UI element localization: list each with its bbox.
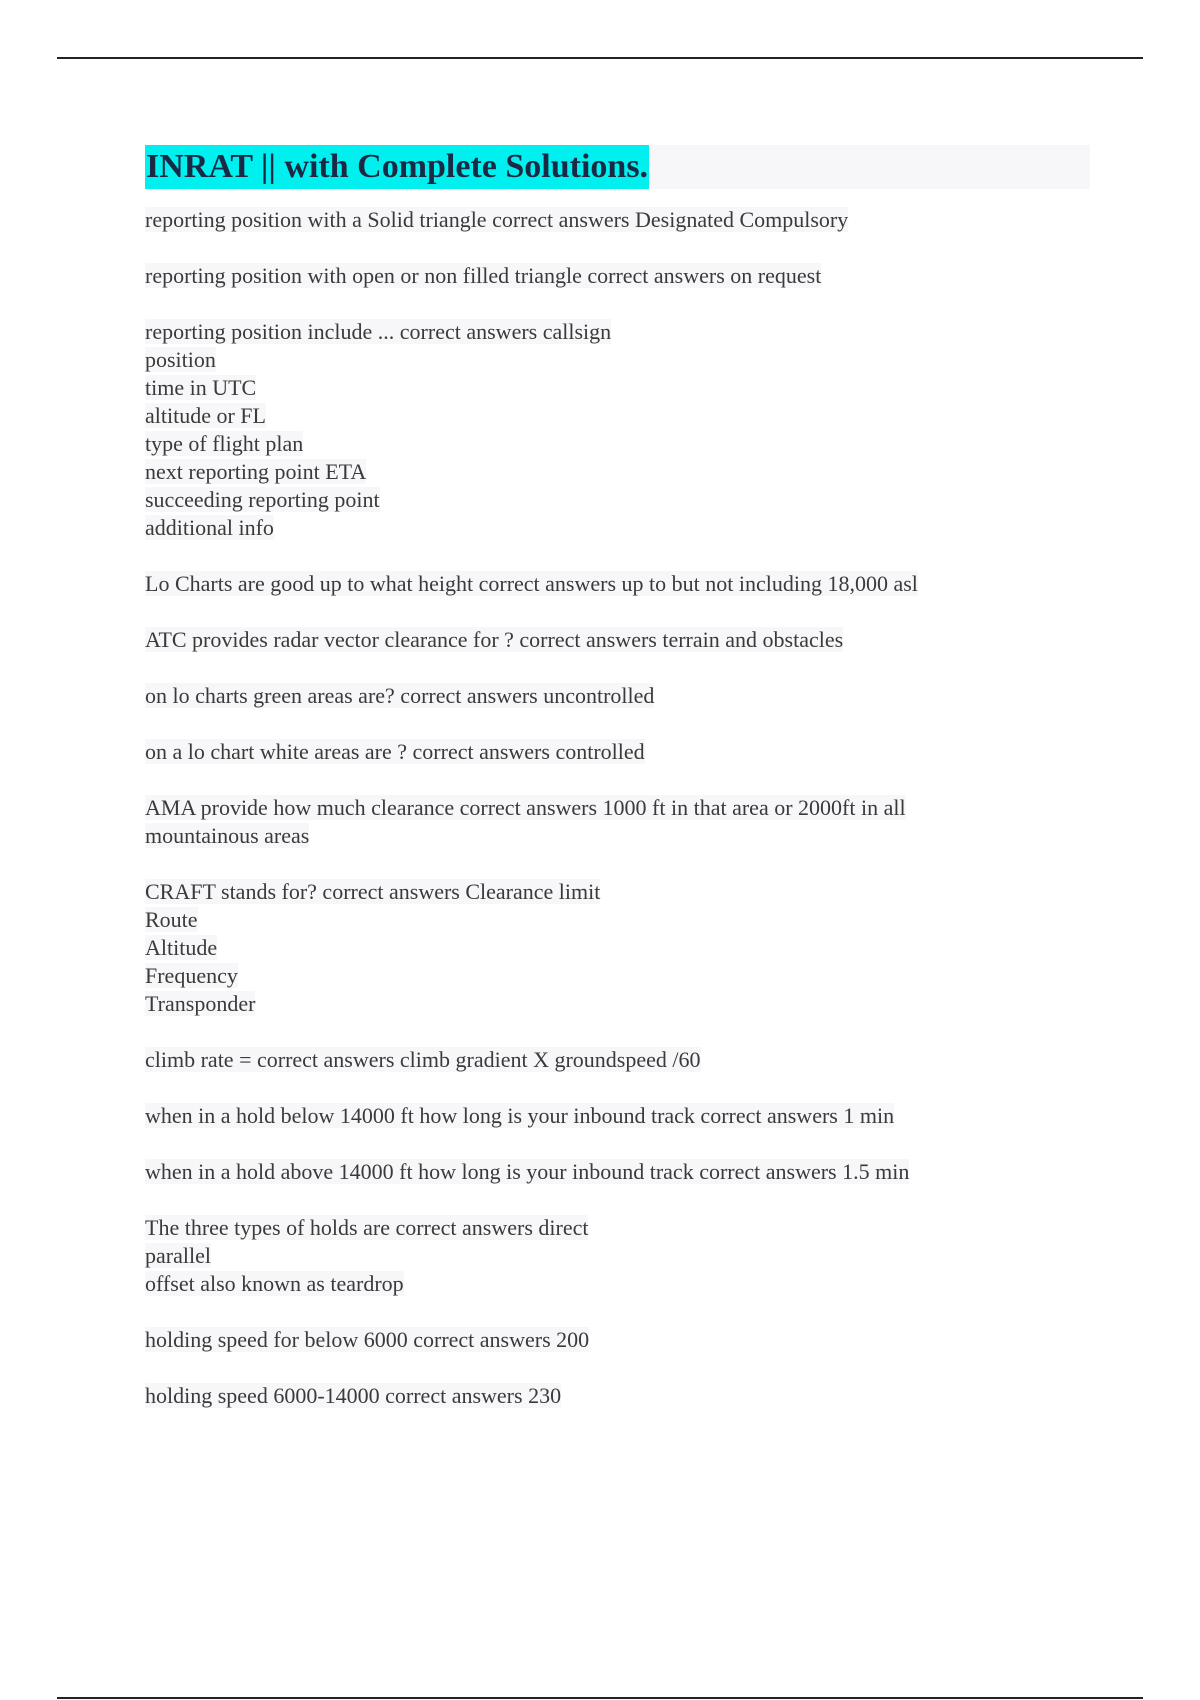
qa-question-line xyxy=(145,1214,1090,1242)
qa-question-line xyxy=(145,682,1090,710)
qa-text: holding speed 6000-14000 correct answers 230 xyxy=(145,1383,562,1408)
qa-question-line xyxy=(145,318,1090,346)
qa-text: CRAFT stands for? correct answers Clearance limit xyxy=(145,879,601,904)
qa-answer-line xyxy=(145,374,1090,402)
qa-answer-line xyxy=(145,346,1090,374)
qa-answer-line xyxy=(145,822,1090,850)
qa-entry xyxy=(145,1158,1090,1186)
qa-text: AMA provide how much clearance correct answers 1000 ft in that area or 2000ft in all xyxy=(145,795,906,820)
qa-question-line xyxy=(145,1158,1090,1186)
qa-question-line xyxy=(145,626,1090,654)
qa-text: Altitude xyxy=(145,935,218,960)
qa-text: reporting position with open or non filled triangle correct answers on request xyxy=(145,263,822,288)
qa-entry xyxy=(145,570,1090,598)
qa-text: parallel xyxy=(145,1243,211,1268)
qa-text: when in a hold below 14000 ft how long is your inbound track correct answers 1 min xyxy=(145,1103,895,1128)
qa-question-line xyxy=(145,262,1090,290)
qa-text: altitude or FL xyxy=(145,403,266,428)
qa-list xyxy=(145,206,1090,1410)
qa-question-line xyxy=(145,1046,1090,1074)
qa-entry xyxy=(145,1214,1090,1298)
title-band xyxy=(145,145,1090,189)
qa-text: on a lo chart white areas are ? correct answers controlled xyxy=(145,739,645,764)
qa-text: mountainous areas xyxy=(145,823,310,848)
qa-text: succeeding reporting point xyxy=(145,487,380,512)
document-body xyxy=(145,145,1090,1438)
qa-text: climb rate = correct answers climb gradient X groundspeed /60 xyxy=(145,1047,701,1072)
document-title: INRAT || with Complete Solutions. xyxy=(145,145,649,189)
qa-answer-line xyxy=(145,990,1090,1018)
qa-text: time in UTC xyxy=(145,375,257,400)
qa-entry xyxy=(145,1326,1090,1354)
qa-text: holding speed for below 6000 correct answers 200 xyxy=(145,1327,590,1352)
qa-text: type of flight plan xyxy=(145,431,304,456)
qa-text: offset also known as teardrop xyxy=(145,1271,404,1296)
qa-entry xyxy=(145,318,1090,542)
qa-entry xyxy=(145,262,1090,290)
qa-text: Lo Charts are good up to what height correct answers up to but not including 18,000 asl xyxy=(145,571,918,596)
qa-entry xyxy=(145,682,1090,710)
qa-answer-line xyxy=(145,906,1090,934)
qa-text: additional info xyxy=(145,515,274,540)
qa-question-line xyxy=(145,794,1090,822)
qa-text: reporting position include ... correct answers callsign xyxy=(145,319,612,344)
qa-answer-line xyxy=(145,430,1090,458)
qa-entry xyxy=(145,1382,1090,1410)
bottom-rule xyxy=(57,1697,1143,1699)
qa-answer-line xyxy=(145,458,1090,486)
qa-text: Route xyxy=(145,907,198,932)
qa-text: reporting position with a Solid triangle correct answers Designated Compulsory xyxy=(145,207,849,232)
qa-answer-line xyxy=(145,514,1090,542)
qa-question-line xyxy=(145,738,1090,766)
qa-answer-line xyxy=(145,962,1090,990)
qa-text: ATC provides radar vector clearance for ? correct answers terrain and obstacles xyxy=(145,627,844,652)
qa-answer-line xyxy=(145,486,1090,514)
qa-text: The three types of holds are correct answers direct xyxy=(145,1215,589,1240)
qa-question-line xyxy=(145,1102,1090,1130)
qa-entry xyxy=(145,1046,1090,1074)
qa-text: position xyxy=(145,347,216,372)
qa-entry xyxy=(145,626,1090,654)
qa-answer-line xyxy=(145,934,1090,962)
qa-question-line xyxy=(145,1382,1090,1410)
qa-answer-line xyxy=(145,1270,1090,1298)
qa-entry xyxy=(145,794,1090,850)
qa-answer-line xyxy=(145,1242,1090,1270)
qa-question-line xyxy=(145,878,1090,906)
qa-text: on lo charts green areas are? correct answers uncontrolled xyxy=(145,683,655,708)
qa-entry xyxy=(145,738,1090,766)
qa-text: Transponder xyxy=(145,991,256,1016)
qa-answer-line xyxy=(145,402,1090,430)
qa-question-line xyxy=(145,206,1090,234)
qa-text: when in a hold above 14000 ft how long is your inbound track correct answers 1.5 min xyxy=(145,1159,910,1184)
top-rule xyxy=(57,57,1143,59)
qa-text: Frequency xyxy=(145,963,238,988)
qa-text: next reporting point ETA xyxy=(145,459,367,484)
qa-entry xyxy=(145,1102,1090,1130)
qa-entry xyxy=(145,206,1090,234)
qa-entry xyxy=(145,878,1090,1018)
qa-question-line xyxy=(145,1326,1090,1354)
qa-question-line xyxy=(145,570,1090,598)
